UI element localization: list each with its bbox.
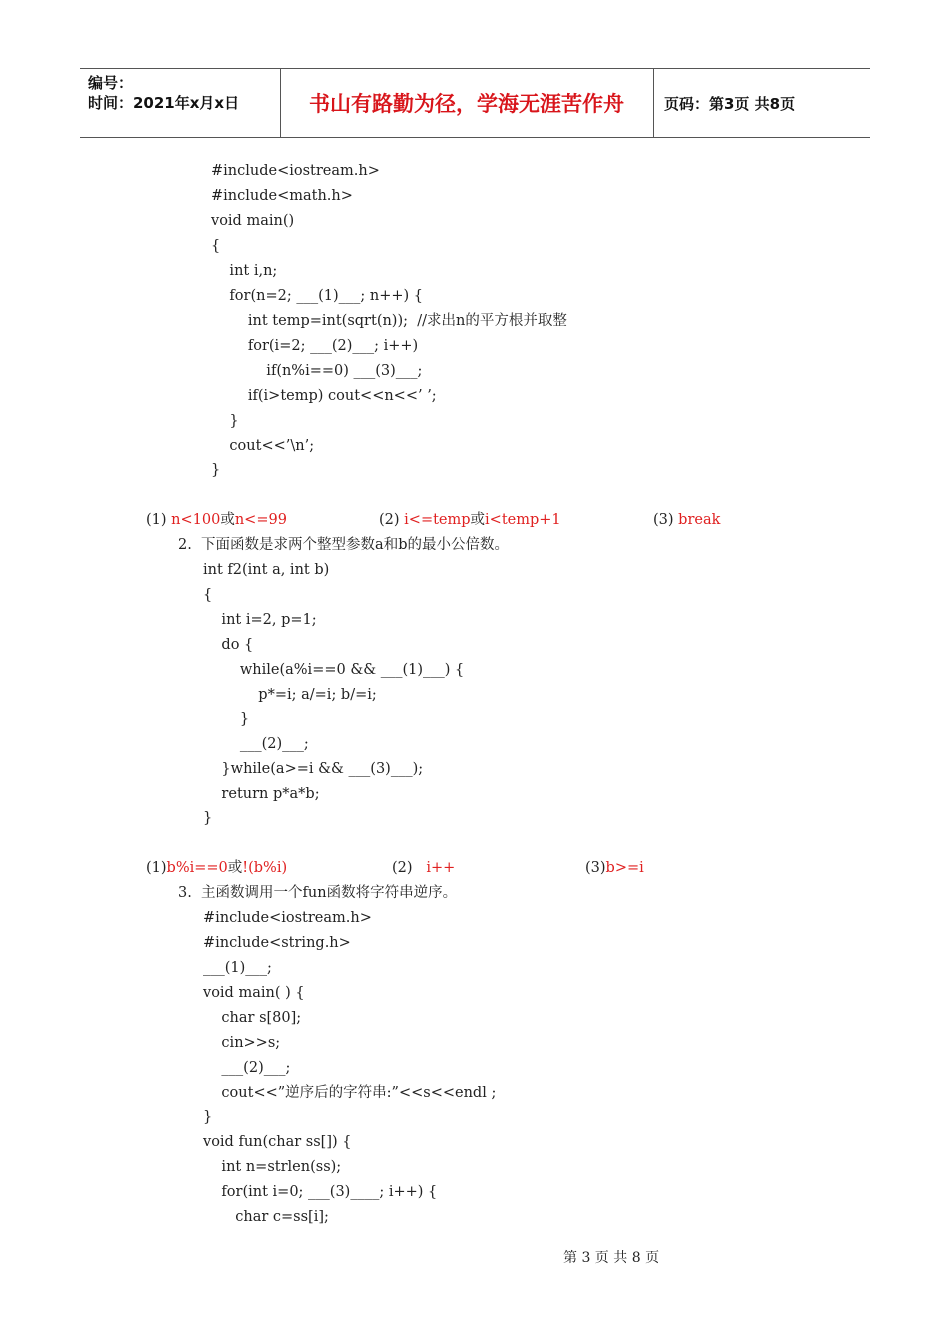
code-line: if(n%i==0) ___(3)___; <box>211 363 423 379</box>
code-line: void main() <box>211 213 295 229</box>
number-label: 编号： <box>88 74 134 92</box>
answer-1: (1)b%i==0或!(b%i) <box>146 860 288 876</box>
page-header <box>80 68 870 138</box>
header-motto-cell <box>280 69 654 137</box>
code-line: { <box>211 238 221 254</box>
question-2-title: 2. 下面函数是求两个整型参数a和b的最小公倍数。 <box>178 537 509 553</box>
code-line: } <box>203 711 250 727</box>
code-line: int i,n; <box>211 263 278 279</box>
answer-3: (3)b>=i <box>585 860 644 876</box>
answer-1: (1) n<100或n<=99 <box>146 512 287 528</box>
code-line: #include<math.h> <box>211 188 353 204</box>
time-label: 时间：2021年x月x日 <box>88 94 240 112</box>
answer-3: (3) break <box>653 512 721 528</box>
code-line: int i=2, p=1; <box>203 612 317 628</box>
code-line: #include<iostream.h> <box>203 910 372 926</box>
code-line: for(n=2; ___(1)___; n++) { <box>211 288 423 304</box>
code-line: } <box>211 413 239 429</box>
code-line: int temp=int(sqrt(n)); //求出n的平方根并取整 <box>211 313 567 329</box>
code-line: #include<string.h> <box>203 935 351 951</box>
question-3-title: 3. 主函数调用一个fun函数将字符串逆序。 <box>178 885 458 901</box>
code-line: } <box>211 462 221 478</box>
code-line: while(a%i==0 && ___(1)___) { <box>203 662 465 678</box>
code-line: ___(1)___; <box>203 960 272 976</box>
code-line: for(i=2; ___(2)___; i++) <box>211 338 419 354</box>
code-line: char c=ss[i]; <box>203 1209 329 1225</box>
header-meta <box>80 69 281 137</box>
motto: 书山有路勤为径，学海无涯苦作舟 <box>309 92 624 116</box>
code-line: #include<iostream.h> <box>211 163 380 179</box>
code-line: } <box>203 1109 213 1125</box>
page-info: 页码：第3页 共8页 <box>664 94 796 113</box>
code-line: { <box>203 587 213 603</box>
code-line: p*=i; a/=i; b/=i; <box>203 687 377 703</box>
code-line: cout<<”逆序后的字符串:”<<s<<endl ; <box>203 1085 497 1101</box>
code-line: } <box>203 810 213 826</box>
code-line: ___(2)___; <box>203 736 309 752</box>
code-line: return p*a*b; <box>203 786 320 802</box>
code-line: int n=strlen(ss); <box>203 1159 342 1175</box>
code-line: cout<<’\n’; <box>211 438 315 454</box>
answer-2: (2) i<=temp或i<temp+1 <box>379 512 561 528</box>
answer-2: (2) i++ <box>392 860 456 876</box>
header-page-cell <box>654 69 870 137</box>
code-line: int f2(int a, int b) <box>203 562 330 578</box>
page-footer: 第 3 页 共 8 页 <box>563 1250 660 1266</box>
code-line: void main( ) { <box>203 985 305 1001</box>
code-line: ___(2)___; <box>203 1060 291 1076</box>
code-line: cin>>s; <box>203 1035 281 1051</box>
code-line: do { <box>203 637 254 653</box>
code-line: }while(a>=i && ___(3)___); <box>203 761 424 777</box>
code-line: char s[80]; <box>203 1010 302 1026</box>
code-line: if(i>temp) cout<<n<<’ ’; <box>211 388 437 404</box>
code-line: void fun(char ss[]) { <box>203 1134 352 1150</box>
code-line: for(int i=0; ___(3)____; i++) { <box>203 1184 438 1200</box>
